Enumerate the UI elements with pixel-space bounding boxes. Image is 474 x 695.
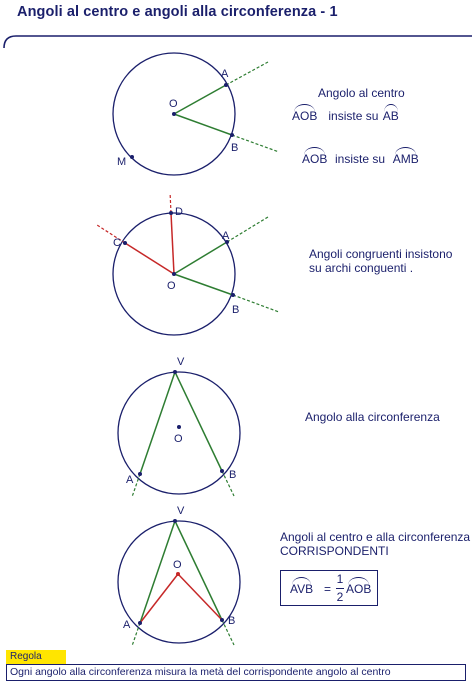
figure2 xyxy=(0,195,474,345)
figure4-point-o xyxy=(176,572,180,576)
figure4-heading-1: Angoli al centro e alla circonferenza xyxy=(280,530,471,544)
figure1-ray-oa xyxy=(174,85,226,114)
figure4-label-v: V xyxy=(177,505,185,517)
formula-numerator: 1 xyxy=(336,572,344,586)
figure2-point-b xyxy=(231,293,235,297)
figure4-point-b xyxy=(220,618,224,622)
formula-lhs xyxy=(289,582,314,596)
figure4-label-a: A xyxy=(123,619,131,631)
formula-angle-aob: AOB xyxy=(346,582,372,596)
figure3-chord-va xyxy=(140,372,175,474)
figure4-radius-ob xyxy=(178,574,222,620)
figure3-heading: Angolo alla circonferenza xyxy=(305,410,440,424)
figure4-label-o: O xyxy=(173,559,182,571)
figure4-point-v xyxy=(173,519,177,523)
figure2-ray-od-ext xyxy=(170,195,171,213)
figure4-chord-va xyxy=(140,521,175,623)
figure1-angle-aob-2: AOB xyxy=(302,152,328,166)
figure3-label-a: A xyxy=(126,474,134,486)
figure1-point-a xyxy=(224,83,228,87)
figure1-ray-oa-ext xyxy=(226,62,268,85)
figure3-label-o: O xyxy=(174,433,183,445)
formula-denominator: 2 xyxy=(336,590,344,604)
figure2-text-1: Angoli congruenti insistono xyxy=(309,247,453,261)
formula-rhs xyxy=(345,582,372,596)
figure3-label-v: V xyxy=(177,356,185,368)
figure3-label-b: B xyxy=(229,469,237,481)
figure1-verb-1: insiste su xyxy=(328,109,379,123)
figure1-angle-aob: AOB xyxy=(292,109,318,123)
figure2-text-2: su archi conguenti . xyxy=(309,261,414,275)
figure1-point-m xyxy=(130,155,134,159)
figure1-label-m: M xyxy=(117,156,127,168)
figure1-label-a: A xyxy=(221,68,229,80)
figure2-ray-oa-ext xyxy=(227,217,268,242)
figure2-ray-od xyxy=(171,213,174,274)
figure1-arc-ab: AB xyxy=(382,109,399,123)
figure1-label-o: O xyxy=(169,98,178,110)
figure1-statement-2 xyxy=(301,152,420,166)
figure2-point-d xyxy=(169,211,173,215)
figure2-point-c xyxy=(123,241,127,245)
figure1-statement-1 xyxy=(291,109,400,123)
page-title: Angoli al centro e angoli alla circonferenza - 1 xyxy=(17,4,338,20)
figure1-label-b: B xyxy=(231,142,239,154)
figure3-diagram xyxy=(0,350,474,500)
formula-fraction-bar xyxy=(336,588,344,589)
figure2-label-b: B xyxy=(232,304,240,316)
figure4-diagram xyxy=(0,500,474,650)
figure4-radius-oa xyxy=(140,574,178,623)
formula-angle-avb: AVB xyxy=(290,582,314,596)
figure1-ray-ob xyxy=(174,114,232,135)
figure1-arc-amb: AMB xyxy=(392,152,419,166)
figure2-label-c: C xyxy=(113,237,121,249)
figure2-label-a: A xyxy=(222,230,230,242)
figure1-verb-2: insiste su xyxy=(335,152,386,166)
figure2-ray-ob-ext xyxy=(233,295,279,312)
figure3-point-b xyxy=(220,469,224,473)
figure4-point-a xyxy=(138,621,142,625)
figure1-point-o xyxy=(172,112,176,116)
figure4 xyxy=(0,500,474,650)
figure4-label-b: B xyxy=(228,615,236,627)
figure1-heading: Angolo al centro xyxy=(318,86,405,100)
figure2-ray-ob xyxy=(174,274,233,295)
figure4-circle xyxy=(118,521,240,643)
figure2-label-d: D xyxy=(175,206,183,218)
figure3-point-a xyxy=(138,472,142,476)
figure1-diagram xyxy=(0,40,474,210)
figure1-point-b xyxy=(230,133,234,137)
figure4-chord-va-ext xyxy=(132,623,140,646)
figure2-ray-oa xyxy=(174,242,227,274)
figure1 xyxy=(0,40,474,210)
figure4-chord-vb xyxy=(175,521,222,620)
figure2-label-o: O xyxy=(167,280,176,292)
figure3 xyxy=(0,350,474,500)
figure1-ray-ob-ext xyxy=(232,135,279,152)
rule-text: Ogni angolo alla circonferenza misura la metà del corrispondente angolo al centro xyxy=(6,664,466,681)
formula-equals: = xyxy=(324,582,332,596)
rule-label: Regola xyxy=(6,650,66,664)
formula-box xyxy=(280,570,378,606)
figure2-point-o xyxy=(172,272,176,276)
figure3-chord-vb xyxy=(175,372,222,471)
figure3-point-v xyxy=(173,370,177,374)
figure2-ray-oc xyxy=(125,243,174,274)
figure4-heading-2: CORRISPONDENTI xyxy=(280,544,389,558)
figure3-point-o xyxy=(177,425,181,429)
